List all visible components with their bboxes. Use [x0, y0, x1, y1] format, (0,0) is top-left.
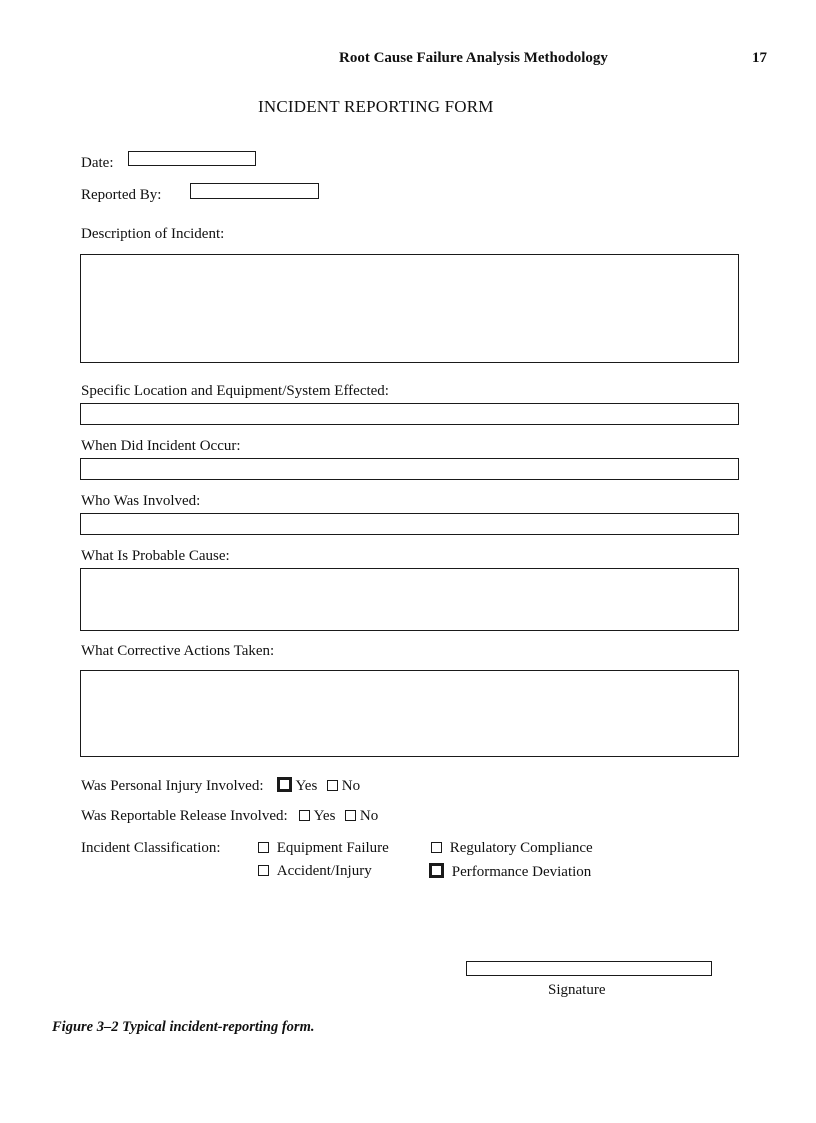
performance-deviation-checkbox[interactable]	[429, 863, 444, 878]
equipment-failure-checkbox[interactable]	[258, 842, 269, 853]
description-label: Description of Incident:	[81, 226, 225, 242]
equipment-failure-label: Equipment Failure	[276, 840, 389, 856]
classification-performance-deviation[interactable]	[429, 863, 591, 881]
actions-label: What Corrective Actions Taken:	[81, 643, 275, 659]
running-title: Root Cause Failure Analysis Methodology	[339, 50, 608, 66]
classification-accident-injury[interactable]	[258, 863, 372, 880]
accident-injury-checkbox[interactable]	[258, 865, 269, 876]
signature-field[interactable]	[466, 961, 712, 976]
regulatory-compliance-label: Regulatory Compliance	[449, 840, 593, 856]
regulatory-compliance-checkbox[interactable]	[431, 842, 442, 853]
release-question	[81, 808, 378, 825]
when-field[interactable]	[80, 458, 739, 480]
injury-yes-label: Yes	[295, 778, 318, 794]
page-number: 17	[752, 50, 767, 66]
injury-question	[81, 777, 360, 795]
date-field[interactable]	[128, 151, 256, 166]
date-label: Date:	[81, 155, 114, 171]
description-field[interactable]	[80, 254, 739, 363]
figure-caption: Figure 3–2 Typical incident-reporting form.	[52, 1019, 315, 1035]
signature-label: Signature	[548, 982, 606, 998]
injury-yes-checkbox[interactable]	[277, 777, 292, 792]
release-yes-label: Yes	[313, 808, 336, 824]
injury-no-checkbox[interactable]	[327, 780, 338, 791]
location-field[interactable]	[80, 403, 739, 425]
cause-field[interactable]	[80, 568, 739, 631]
release-no-checkbox[interactable]	[345, 810, 356, 821]
reported-by-label: Reported By:	[81, 187, 162, 203]
who-field[interactable]	[80, 513, 739, 535]
classification-equipment-failure[interactable]	[258, 840, 389, 857]
release-no-label: No	[359, 808, 379, 824]
accident-injury-label: Accident/Injury	[276, 863, 372, 879]
release-label: Was Reportable Release Involved:	[81, 808, 288, 824]
classification-regulatory-compliance[interactable]	[431, 840, 593, 857]
location-label: Specific Location and Equipment/System Effected:	[81, 383, 389, 399]
cause-label: What Is Probable Cause:	[81, 548, 230, 564]
performance-deviation-label: Performance Deviation	[451, 864, 592, 880]
injury-label: Was Personal Injury Involved:	[81, 778, 264, 794]
actions-field[interactable]	[80, 670, 739, 757]
classification-label: Incident Classification:	[81, 840, 221, 856]
release-yes-checkbox[interactable]	[299, 810, 310, 821]
form-title: INCIDENT REPORTING FORM	[258, 97, 494, 116]
reported-by-field[interactable]	[190, 183, 319, 199]
who-label: Who Was Involved:	[81, 493, 201, 509]
injury-no-label: No	[341, 778, 361, 794]
when-label: When Did Incident Occur:	[81, 438, 241, 454]
